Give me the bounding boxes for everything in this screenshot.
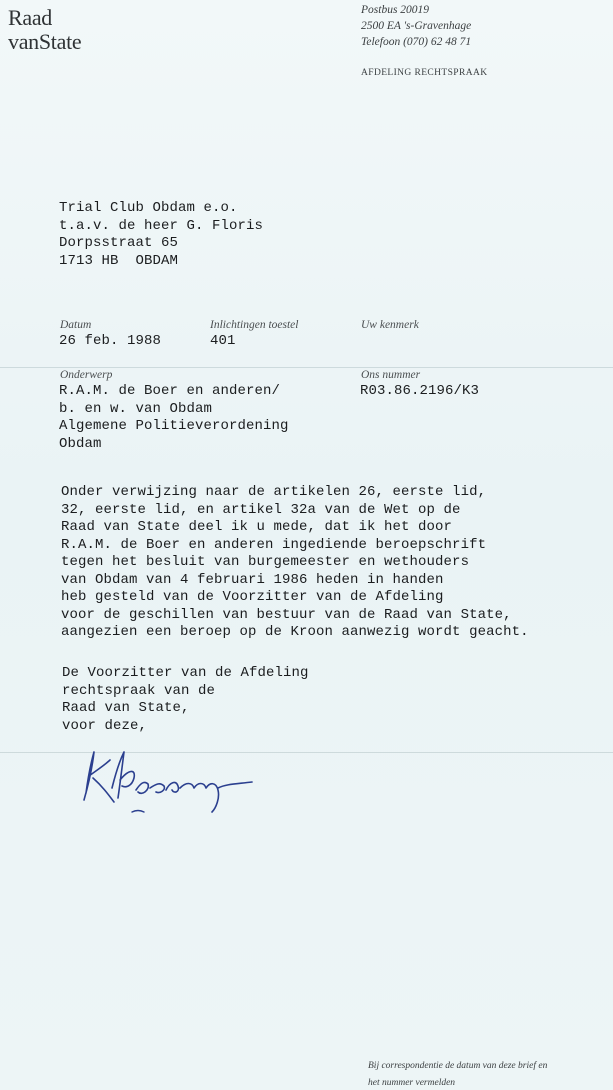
nummer-label: Ons nummer [361, 369, 421, 381]
datum-value: 26 feb. 1988 [59, 333, 162, 349]
sender-address: Postbus 20019 2500 EA 's-Gravenhage Telefoon (070) 62 48 71 [361, 4, 472, 48]
fold-line [0, 367, 613, 368]
inlichtingen-value: 401 [210, 333, 236, 349]
handwritten-signature [76, 738, 266, 828]
kenmerk-label: Uw kenmerk [361, 319, 419, 331]
footer-note: Bij correspondentie de datum van deze brief en het nummer vermelden [368, 1061, 548, 1088]
datum-label: Datum [60, 319, 92, 331]
nummer-value: R03.86.2196/K3 [360, 383, 480, 399]
closing-block: De Voorzitter van de Afdeling rechtspraak van de Raad van State, voor deze, [62, 665, 309, 734]
inlichtingen-label: Inlichtingen toestel [210, 319, 299, 331]
onderwerp-value: R.A.M. de Boer en anderen/ b. en w. van Obdam Algemene Politieverordening Obdam [59, 383, 289, 452]
onderwerp-label: Onderwerp [60, 369, 113, 381]
letter-body: Onder verwijzing naar de artikelen 26, eerste lid, 32, eerste lid, en artikel 32a van de Wet op de Raad van State deel ik u mede, dat ik het door R.A.M. de Boer en anderen ingediende beroepschrift tegen het besluit van burgemeester en wethouders van Obdam van 4 februari 1986 heden in handen heb gesteld van de Voorzitter van de Afdeling voor de geschillen van bestuur van de Raad van State, aangezien een beroep op de Kroon aanwezig wordt geacht. [61, 484, 529, 640]
raad-van-state-logo: Raad vanState [8, 5, 82, 54]
recipient-address: Trial Club Obdam e.o. t.a.v. de heer G. Floris Dorpsstraat 65 1713 HB OBDAM [59, 200, 264, 269]
department-name: AFDELING RECHTSPRAAK [361, 68, 488, 78]
